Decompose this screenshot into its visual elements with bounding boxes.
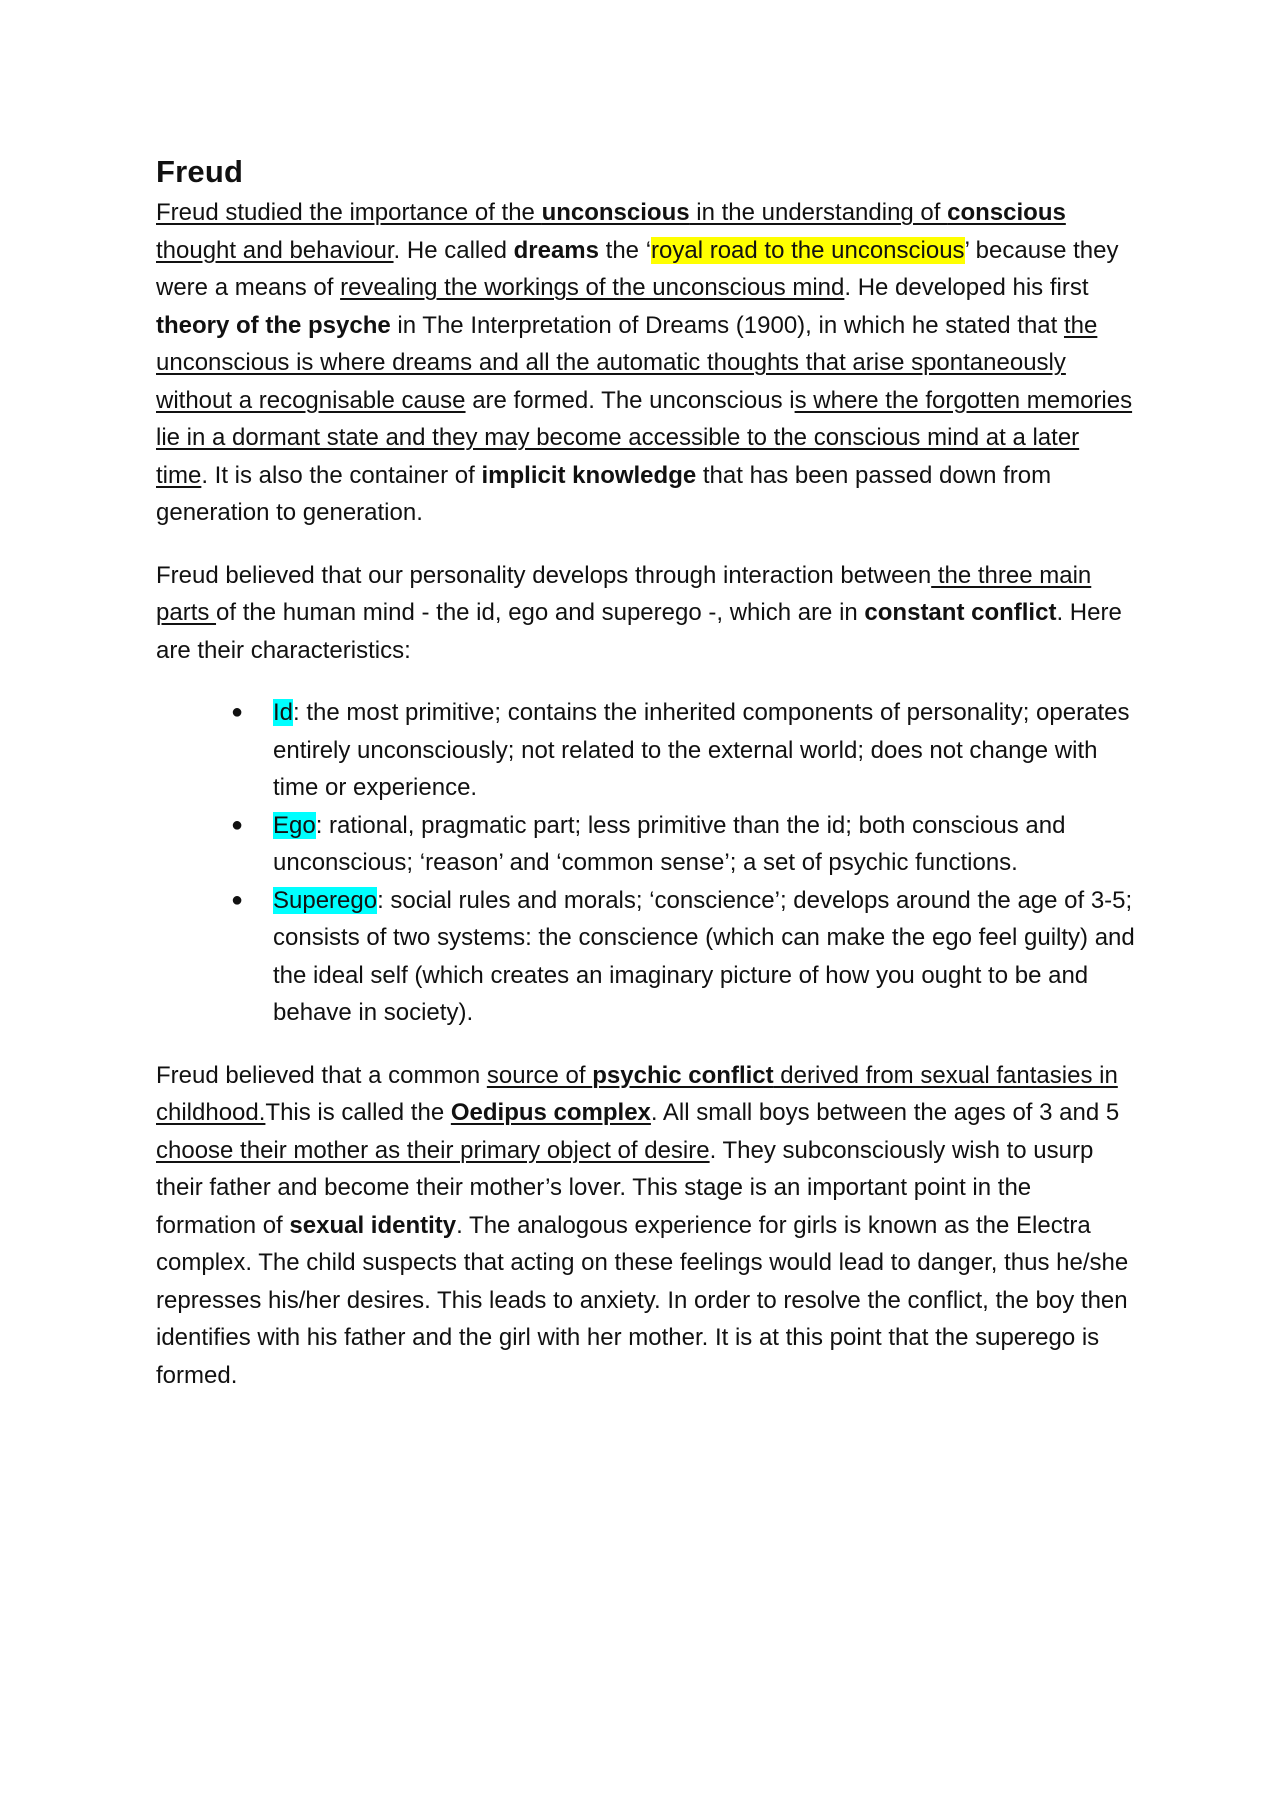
underlined-text: s where the forgotten memories lie in a dormant state and they may become accessible to the conscious mind at a later time [156,386,1133,489]
bold-term-dreams: dreams [513,236,599,264]
bold-term: constant conflict [864,599,1057,626]
list-item-id: ● Id: the most primitive; contains the inherited components of personality; operates entirely unconsciously; not related to the external world; does not change with time or experience. [273,694,1136,807]
highlighted-term: Ego [273,811,316,839]
underlined-text: the three main parts [156,561,1092,626]
underlined-text: the unconscious is where dreams and all the automatic thoughts that arise spontaneously without a recognisable cause [156,311,1098,414]
bullet-icon: ● [231,701,244,723]
bullet-icon: ● [231,888,244,911]
paragraph-unconscious: Freud studied the importance of the unconscious in the understanding of conscious thought and behaviour. He called dreams the ‘royal road to the unconscious’ because they were a means of revealing the workings of the unconscious mind. He developed his first theory of the psyche in The Interpretation of Dreams (1900), in which he stated that the unconscious is where dreams and all the automatic thoughts that arise spontaneously without a recognisable cause are formed. The unconscious is where the forgotten memories lie in a dormant state and they may become accessible to the conscious mind at a later time. It is also the container of implicit knowledge that has been passed down from generation to generation. [156,199,1133,526]
bold-term: implicit knowledge [481,461,697,489]
underlined-text: Freud studied the importance of the unconscious in the understanding of conscious thought and behaviour [156,199,1066,264]
psyche-parts-list [156,694,1136,1032]
paragraph-personality: Freud believed that our personality develops through interaction between the three main parts of the human mind - the id, ego and superego -, which are in constant conflict. Here are their characteristics: [156,561,1122,664]
bold-underlined-term: Oedipus complex [450,1099,651,1126]
underlined-text: revealing the workings of the unconscious mind [340,274,845,301]
underlined-text: choose their mother as their primary object of desire [156,1136,710,1164]
paragraph-oedipus: Freud believed that a common source of psychic conflict derived from sexual fantasies in childhood.This is called the Oedipus complex. All small boys between the ages of 3 and 5 choose their mother as their primary object of desire. They subconsciously wish to usurp their father and become their mother’s lover. This stage is an important point in the formation of sexual identity. The analogous experience for girls is known as the Electra complex. The child suspects that acting on these feelings would lead to danger, thus he/she represses his/her desires. This leads to anxiety. In order to resolve the conflict, the boy then identifies with his father and the girl with her mother. It is at this point that the superego is formed. [156,1061,1129,1389]
bullet-icon: ● [231,813,244,836]
document-body [156,150,1136,1394]
list-item-ego: ● Ego: rational, pragmatic part; less primitive than the id; both conscious and unconscious; ‘reason’ and ‘common sense’; a set of psychic functions. [273,807,1136,882]
list-item-superego: ● Superego: social rules and morals; ‘conscience’; develops around the age of 3-5; consists of two systems: the conscience (which can make the ego feel guilty) and the ideal self (which creates an imaginary picture of how you ought to be and behave in society). [273,882,1136,1032]
underlined-text: source of psychic conflict derived from sexual fantasies in childhood. [156,1061,1118,1126]
highlighted-phrase: royal road to the unconscious [651,236,965,264]
bold-term: theory of the psyche [156,311,391,339]
document-title: Freud [156,154,244,189]
bold-term: sexual identity [289,1211,457,1239]
highlighted-term: Superego [273,886,378,914]
highlighted-term: Id [273,699,294,726]
